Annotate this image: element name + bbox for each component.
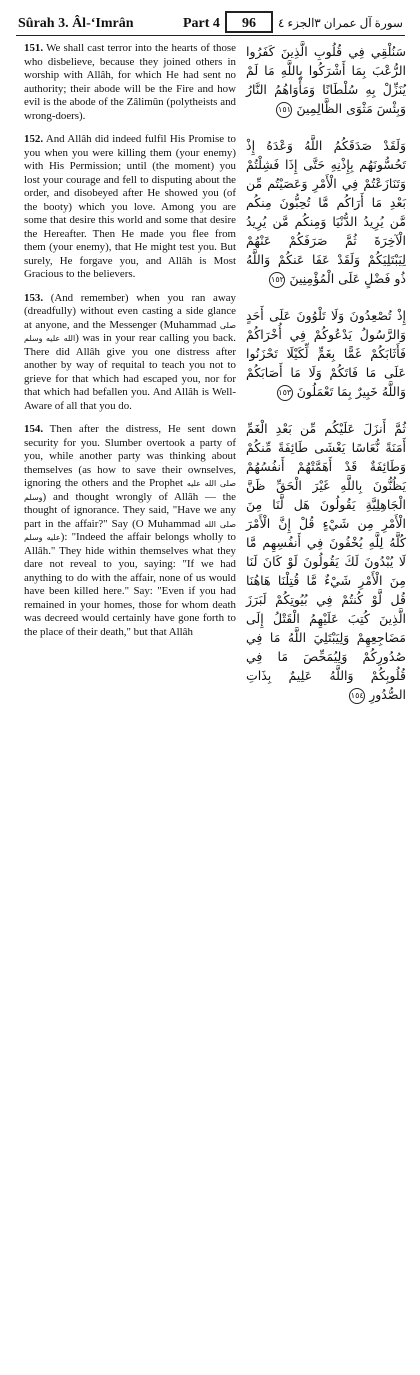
ayah-number-marker: ١٥١: [276, 102, 292, 118]
verse-number: 151.: [24, 42, 44, 54]
surah-title-en: Sûrah 3. Âl-‘Imrân: [18, 16, 134, 31]
verse-text: Then after the distress, He sent down security for you. Slumber overtook a party of you, while another party was thinking about themselves (as how to save their ownselves, ignoring the others and the Prophet: [24, 423, 236, 489]
surah-title-ar: سورة آل عمران ٣: [314, 16, 403, 30]
verse-number: 154.: [24, 423, 44, 435]
verse-text: (And remember) when you ran away (dreadfully) without even casting a side glance at anyone, and the Messenger (Muhammad: [24, 291, 236, 331]
verse-number: 152.: [24, 133, 44, 145]
arabic-text: وَلَقَدْ صَدَقَكُمُ اللَّهُ وَعْدَهُ إِذْ تَحُسُّونَهُم بِإِذْنِهِ حَتَّى إِذَا فَشِلْتُمْ وَتَنَازَعْتُمْ فِي الْأَمْرِ وَعَصَيْتُم مِّن بَعْدِ مَا أَرَاكُم مَّا تُحِبُّونَ مِنكُم مَّن يُرِيدُ الدُّنْيَا وَمِنكُم مَّن يُرِيدُ الْآخِرَةَ ثُمَّ صَرَفَكُمْ عَنْهُمْ لِيَبْتَلِيَكُمْ وَلَقَدْ عَفَا عَنكُمْ وَاللَّهُ ذُو فَضْلٍ عَلَى الْمُؤْمِنِينَ: [246, 138, 406, 286]
ayah-number-marker: ١٥٤: [349, 688, 365, 704]
page-number: 96: [225, 11, 273, 33]
verse-text: And Allâh did indeed fulfil His Promise to you when you were killing them (your enemy) with His Permission; until (the moment) you lost your courage and fell to disputing about the order, and disobeyed after He showed you (of the booty) which you love. Among you are some that desire this world and some that desire the Hereafter. Then He made you flee from them (your enemy), that He might test you. But surely, He forgave you, and Allâh is Most Gracious to the believers.: [24, 133, 236, 280]
honorific-symbol: صلى الله عليه وسلم: [24, 479, 236, 502]
arabic-verse-151: [246, 42, 406, 118]
part-label: Part 4: [183, 16, 220, 31]
ayah-number-marker: ١٥٢: [269, 272, 285, 288]
verse-152: [24, 133, 236, 282]
arabic-column: [246, 42, 406, 722]
honorific-symbol: صلى الله عليه وسلم: [24, 320, 236, 343]
verse-151: [24, 42, 236, 123]
verse-number: 153.: [24, 291, 44, 304]
ayah-number-marker: ١٥٣: [277, 385, 293, 401]
verse-153: [24, 292, 236, 414]
arabic-text: إِذْ تُصْعِدُونَ وَلَا تَلْوُونَ عَلَى أَحَدٍ وَالرَّسُولُ يَدْعُوكُمْ فِي أُخْرَاكُمْ فَأَثَابَكُمْ غَمًّا بِغَمٍّ لِّكَيْلَا تَحْزَنُوا عَلَى مَا فَاتَكُمْ وَلَا مَا أَصَابَكُمْ وَاللَّهُ خَبِيرٌ بِمَا تَعْمَلُونَ: [246, 308, 406, 399]
juz-label-ar: الجزء ٤: [278, 16, 315, 30]
page-header: [16, 15, 405, 36]
verse-text: ) and thought wrongly of Allâh — the thought of ignorance. They said, "Have we any part in the affair?" Say (O Muhammad: [24, 490, 236, 530]
arabic-verse-152: [246, 136, 406, 288]
english-column: [24, 42, 236, 649]
arabic-verse-153: [246, 306, 406, 401]
verse-154: [24, 423, 236, 639]
verse-text: ): "Indeed the affair belongs wholly to Allâh." They hide within themselves what they dare not reveal to you, saying: "If we had anything to do with the affair, none of us would have been killed here." Say: "Even if you had remained in your homes, those for whom death was decreed would certainly have gone forth to the place of their death," but that Allâh: [24, 531, 236, 638]
arabic-verse-154: [246, 419, 406, 704]
verse-text: We shall cast terror into the hearts of those who disbelieve, because they joined others in worship with Allâh, for which He had sent no authority; their abode will be the Fire and how evil is the abode of the Zâlimûn (polytheists and wrong-doers).: [24, 42, 236, 122]
arabic-text: سَنُلْقِي فِي قُلُوبِ الَّذِينَ كَفَرُوا الرُّعْبَ بِمَا أَشْرَكُوا بِاللَّهِ مَا لَمْ يُنَزِّلْ بِهِ سُلْطَانًا وَمَأْوَاهُمُ النَّارُ وَبِئْسَ مَثْوَى الظَّالِمِينَ: [246, 44, 406, 116]
arabic-text: ثُمَّ أَنزَلَ عَلَيْكُم مِّن بَعْدِ الْغَمِّ أَمَنَةً نُّعَاسًا يَغْشَى طَائِفَةً مِّنكُمْ وَطَائِفَةٌ قَدْ أَهَمَّتْهُمْ أَنفُسُهُمْ يَظُنُّونَ بِاللَّهِ غَيْرَ الْحَقِّ ظَنَّ الْجَاهِلِيَّةِ يَقُولُونَ هَل لَّنَا مِنَ الْأَمْرِ مِن شَيْءٍ قُلْ إِنَّ الْأَمْرَ كُلَّهُ لِلَّهِ يُخْفُونَ فِي أَنفُسِهِم مَّا لَا يُبْدُونَ لَكَ يَقُولُونَ لَوْ كَانَ لَنَا مِنَ الْأَمْرِ شَيْءٌ مَّا قُتِلْنَا هَاهُنَا قُل لَّوْ كُنتُمْ فِي بُيُوتِكُمْ لَبَرَزَ الَّذِينَ كُتِبَ عَلَيْهِمُ الْقَتْلُ إِلَى مَضَاجِعِهِمْ وَلِيَبْتَلِيَ اللَّهُ مَا فِي صُدُورِكُمْ وَلِيُمَحِّصَ مَا فِي قُلُوبِكُمْ وَاللَّهُ عَلِيمٌ بِذَاتِ الصُّدُورِ: [246, 421, 406, 702]
verse-text: ) was in your rear calling you back. There did Allâh give you one distress after another by way of requital to teach you not to grieve for that which had escaped you, nor for that which had befallen you. And Allâh is Well-Aware of all that you do.: [24, 332, 236, 412]
honorific-symbol: صلى الله عليه وسلم: [24, 519, 236, 542]
